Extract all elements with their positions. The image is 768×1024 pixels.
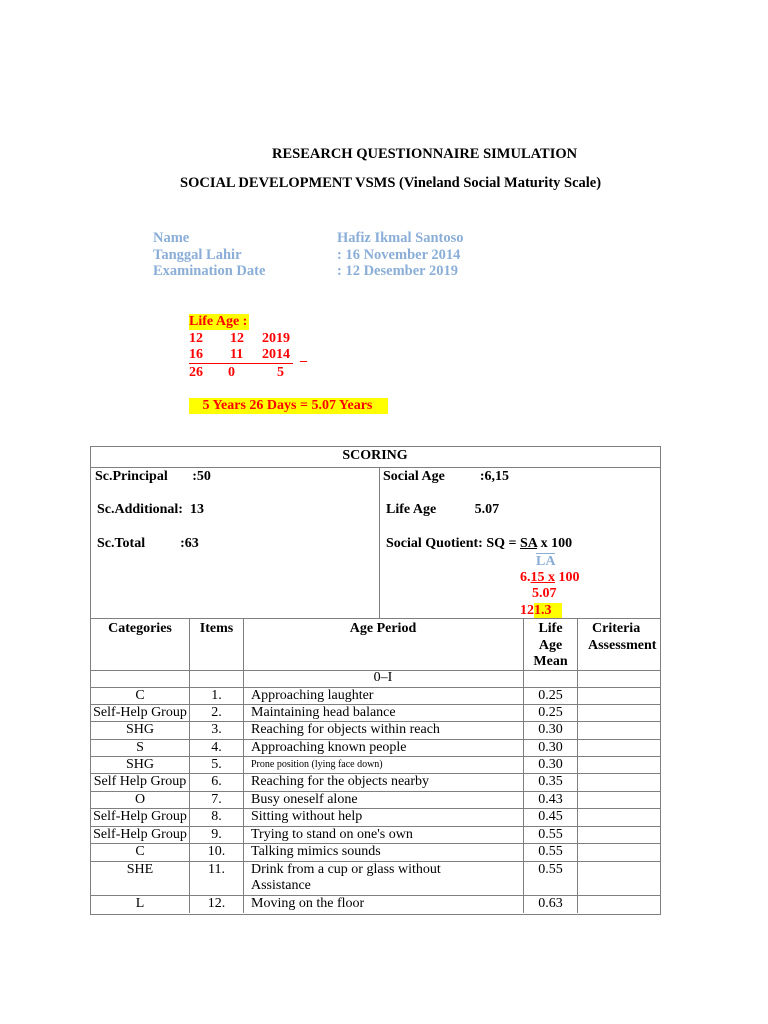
exam-date-value: : 12 Desember 2019 — [337, 263, 458, 279]
age-period-range: 0–I — [373, 670, 393, 685]
score-additional: Sc.Additional: 13 — [97, 502, 204, 517]
header-items: Items — [199, 621, 234, 636]
row-item-number: 4. — [211, 740, 222, 755]
calc-row3-year: 5 — [277, 365, 284, 380]
sq-result-b: 1.3 — [534, 603, 562, 618]
row-description: Prone position (lying face down) — [251, 759, 383, 770]
social-age: Social Age :6,15 — [383, 469, 509, 484]
table-line — [90, 467, 660, 468]
sq-calc-result — [520, 603, 562, 619]
row-item-number: 1. — [211, 688, 222, 703]
calc-row2-day: 16 — [189, 347, 203, 362]
header-criteria-1: Criteria — [592, 621, 641, 636]
sq-result-a: 12 — [520, 603, 534, 618]
row-life-age-mean: 0.55 — [538, 844, 563, 859]
exam-date-label: Examination Date — [153, 263, 266, 279]
row-category: L — [135, 896, 145, 911]
row-description: Moving on the floor — [251, 896, 365, 911]
row-category: Self-Help Group — [93, 809, 187, 824]
row-category: SHG — [125, 722, 154, 737]
row-category: O — [134, 792, 146, 807]
row-item-number: 8. — [211, 809, 222, 824]
sq-prefix: Social Quotient: SQ = — [386, 536, 520, 551]
sq-suffix: x 100 — [537, 536, 573, 551]
row-description: Sitting without help — [251, 809, 363, 824]
sq-calc-line — [520, 570, 580, 586]
row-item-number: 3. — [211, 722, 222, 737]
row-description: Reaching for objects within reach — [251, 722, 440, 737]
name-value: Hafiz Ikmal Santoso — [337, 230, 464, 246]
row-life-age-mean: 0.30 — [538, 722, 563, 737]
birth-value: : 16 November 2014 — [337, 247, 461, 263]
life-age: Life Age 5.07 — [386, 502, 500, 517]
name-label: Name — [153, 230, 190, 246]
calc-row3-month: 0 — [228, 365, 235, 380]
row-item-number: 9. — [211, 827, 222, 842]
score-total: Sc.Total :63 — [97, 536, 199, 551]
life-age-label: Life Age : — [189, 314, 248, 329]
row-item-number: 11. — [208, 862, 225, 877]
row-category: Self-Help Group — [93, 827, 187, 842]
row-life-age-mean: 0.25 — [538, 688, 563, 703]
score-principal: Sc.Principal :50 — [95, 469, 211, 484]
row-description: Maintaining head balance — [251, 705, 396, 720]
row-item-number: 2. — [211, 705, 222, 720]
row-category: SHG — [125, 757, 154, 772]
row-description: Approaching known people — [251, 740, 407, 755]
row-life-age-mean: 0.55 — [538, 862, 563, 877]
row-life-age-mean: 0.45 — [538, 809, 563, 824]
row-item-number: 6. — [211, 774, 222, 789]
row-description-continued: Assistance — [251, 878, 311, 893]
row-life-age-mean: 0.63 — [538, 896, 563, 911]
table-line — [90, 618, 660, 619]
row-life-age-mean: 0.35 — [538, 774, 563, 789]
header-life-age-mean-3: Mean — [533, 654, 568, 669]
calc-row2-year: 2014 — [262, 347, 290, 362]
row-description: Busy oneself alone — [251, 792, 358, 807]
row-life-age-mean: 0.30 — [538, 740, 563, 755]
sq-calc-a: 6. — [520, 570, 531, 585]
sq-calc-denominator: 5.07 — [532, 586, 557, 601]
header-life-age-mean-2: Age — [538, 638, 563, 653]
sq-calc-b: 15 x — [530, 570, 555, 585]
row-description: Drink from a cup or glass without — [251, 862, 441, 877]
row-category: SHE — [126, 862, 154, 877]
row-item-number: 12. — [207, 896, 226, 911]
row-item-number: 10. — [207, 844, 226, 859]
calc-row3-day: 26 — [189, 365, 203, 380]
document-subtitle: SOCIAL DEVELOPMENT VSMS (Vineland Social Maturity Scale) — [180, 175, 602, 191]
row-life-age-mean: 0.55 — [538, 827, 563, 842]
row-description: Talking mimics sounds — [251, 844, 381, 859]
calc-row1-year: 2019 — [262, 331, 290, 346]
row-item-number: 7. — [211, 792, 222, 807]
row-category: Self Help Group — [93, 774, 187, 789]
sq-numerator: SA — [519, 536, 538, 551]
header-life-age-mean-1: Life — [538, 621, 563, 636]
scoring-title: SCORING — [342, 448, 408, 463]
birth-label: Tanggal Lahir — [153, 247, 242, 263]
calc-subtraction-line — [189, 363, 293, 364]
row-description: Reaching for the objects nearby — [251, 774, 430, 789]
calc-row1-month: 12 — [230, 331, 244, 346]
header-criteria-2: Assessment — [588, 638, 657, 653]
life-age-result-text: 5 Years 26 Days = 5.07 Years — [202, 398, 373, 413]
sq-calc-c: 100 — [555, 570, 580, 585]
table-line — [379, 467, 380, 618]
life-age-result — [189, 398, 388, 414]
row-description: Approaching laughter — [251, 688, 374, 703]
header-age-period: Age Period — [349, 621, 417, 636]
document-title: RESEARCH QUESTIONNAIRE SIMULATION — [272, 146, 578, 162]
row-life-age-mean: 0.43 — [538, 792, 563, 807]
calc-minus-sign: _ — [300, 349, 307, 364]
row-category: S — [136, 740, 144, 755]
social-quotient-formula — [386, 536, 572, 552]
row-category: C — [135, 688, 145, 703]
sq-denominator: LA — [536, 554, 556, 569]
row-item-number: 5. — [211, 757, 222, 772]
row-description: Trying to stand on one's own — [251, 827, 413, 842]
calc-row2-month: 11 — [230, 347, 244, 362]
calc-row1-day: 12 — [189, 331, 203, 346]
row-category: Self-Help Group — [93, 705, 187, 720]
row-category: C — [135, 844, 145, 859]
row-life-age-mean: 0.30 — [538, 757, 563, 772]
row-life-age-mean: 0.25 — [538, 705, 563, 720]
header-categories: Categories — [108, 621, 172, 636]
